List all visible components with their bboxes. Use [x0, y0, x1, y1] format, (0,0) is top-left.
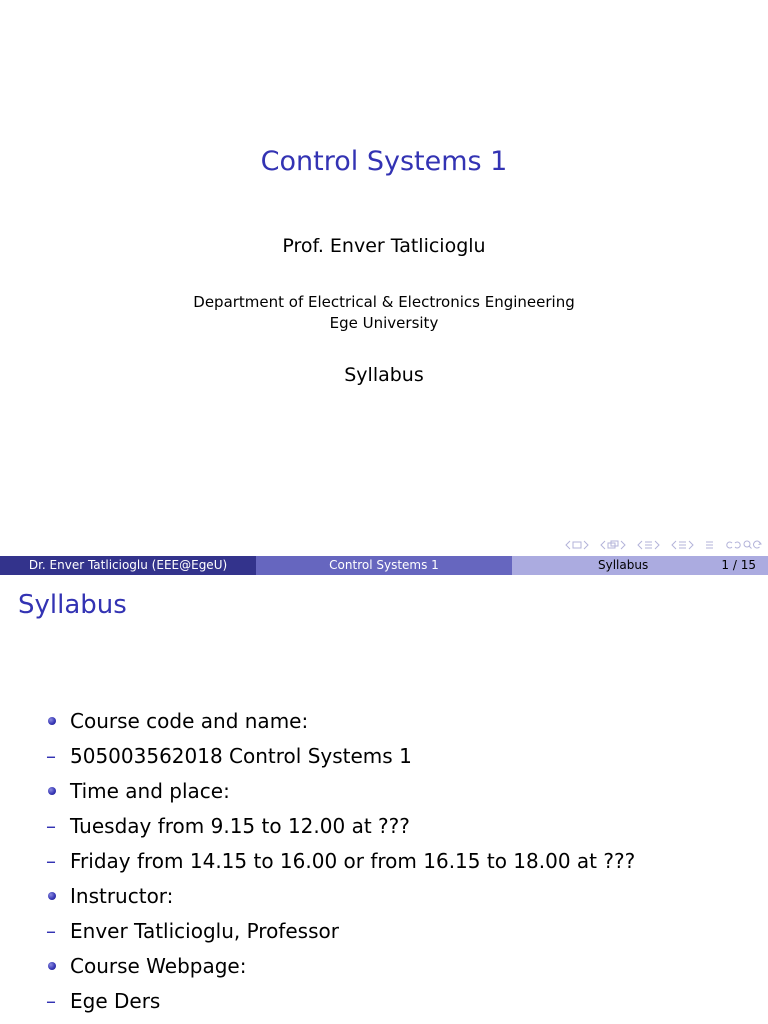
dash-symbol: –: [46, 919, 56, 943]
list-item-text: Course code and name:: [70, 709, 309, 733]
nav-appendix[interactable]: [705, 540, 714, 550]
nav-search[interactable]: [725, 540, 762, 550]
dash-icon: [46, 915, 66, 947]
nav-right-arrow-icon[interactable]: [688, 540, 694, 550]
list-subitem: [46, 810, 635, 845]
list-item: [46, 880, 635, 915]
refresh-icon[interactable]: [753, 540, 762, 550]
bullet-dot-icon: [48, 962, 56, 970]
institute-department: Department of Electrical & Electronics Engineering: [193, 293, 575, 311]
bullet-icon: [46, 880, 66, 912]
list-subitem: [46, 915, 635, 950]
list-item-text: Enver Tatlicioglu, Professor: [70, 919, 339, 943]
document-icon[interactable]: [678, 540, 687, 550]
footer-section: Syllabus: [598, 558, 649, 572]
list-item: [46, 705, 635, 740]
nav-left-arrow-icon[interactable]: [600, 540, 606, 550]
navigation-symbols[interactable]: [557, 538, 762, 552]
section-icon[interactable]: [644, 540, 653, 550]
dash-symbol: –: [46, 989, 56, 1013]
nav-section[interactable]: [637, 540, 660, 550]
dash-symbol: –: [46, 814, 56, 838]
list-item-text: Course Webpage:: [70, 954, 247, 978]
dash-icon: [46, 810, 66, 842]
bullet-dot-icon: [48, 892, 56, 900]
list-subitem: [46, 845, 635, 880]
subsection-icon[interactable]: [607, 540, 619, 550]
nav-document[interactable]: [671, 540, 694, 550]
list-item: [46, 950, 635, 985]
list-item-text: Instructor:: [70, 884, 174, 908]
footer-author: Dr. Enver Tatlicioglu (EEE@EgeU): [0, 556, 256, 575]
nav-right-arrow-icon[interactable]: [654, 540, 660, 550]
back-icon[interactable]: [725, 540, 733, 550]
list-item: [46, 775, 635, 810]
list-subitem: [46, 985, 635, 1020]
forward-icon[interactable]: [734, 540, 742, 550]
footer-page-number: 1 / 15: [721, 558, 756, 572]
list-item-text: Tuesday from 9.15 to 12.00 at ???: [70, 814, 410, 838]
search-icon[interactable]: [743, 540, 752, 550]
list-subitem: [46, 740, 635, 775]
syllabus-list: [46, 705, 635, 1020]
nav-left-arrow-icon[interactable]: [637, 540, 643, 550]
nav-subsection[interactable]: [600, 540, 626, 550]
institute-university: Ege University: [329, 314, 439, 332]
bullet-icon: [46, 775, 66, 807]
presentation-title: Control Systems 1: [260, 146, 508, 177]
nav-left-arrow-icon[interactable]: [671, 540, 677, 550]
dash-symbol: –: [46, 849, 56, 873]
footer-title: Control Systems 1: [256, 556, 512, 575]
dash-icon: [46, 740, 66, 772]
nav-right-arrow-icon[interactable]: [583, 540, 589, 550]
bullet-dot-icon: [48, 787, 56, 795]
list-item-text: Friday from 14.15 to 16.00 or from 16.15 to 18.00 at ???: [70, 849, 636, 873]
list-item-text: Time and place:: [70, 779, 230, 803]
footer-bar: [0, 556, 768, 575]
dash-icon: [46, 845, 66, 877]
frame-title: Syllabus: [18, 590, 127, 620]
bullet-icon: [46, 705, 66, 737]
list-item-text: 505003562018 Control Systems 1: [70, 744, 412, 768]
institute: [0, 292, 768, 334]
author-name: Prof. Enver Tatlicioglu: [282, 235, 486, 257]
frame-icon[interactable]: [572, 540, 582, 550]
list-item-text: Ege Ders: [70, 989, 161, 1013]
nav-frame[interactable]: [565, 540, 589, 550]
bullet-icon: [46, 950, 66, 982]
dash-icon: [46, 985, 66, 1017]
syllabus-slide: [0, 576, 768, 1024]
slide-subtitle: Syllabus: [344, 364, 424, 386]
nav-right-arrow-icon[interactable]: [620, 540, 626, 550]
appendix-icon[interactable]: [705, 540, 714, 550]
bullet-dot-icon: [48, 717, 56, 725]
nav-left-arrow-icon[interactable]: [565, 540, 571, 550]
footer-section-area: [512, 556, 768, 575]
dash-symbol: –: [46, 744, 56, 768]
